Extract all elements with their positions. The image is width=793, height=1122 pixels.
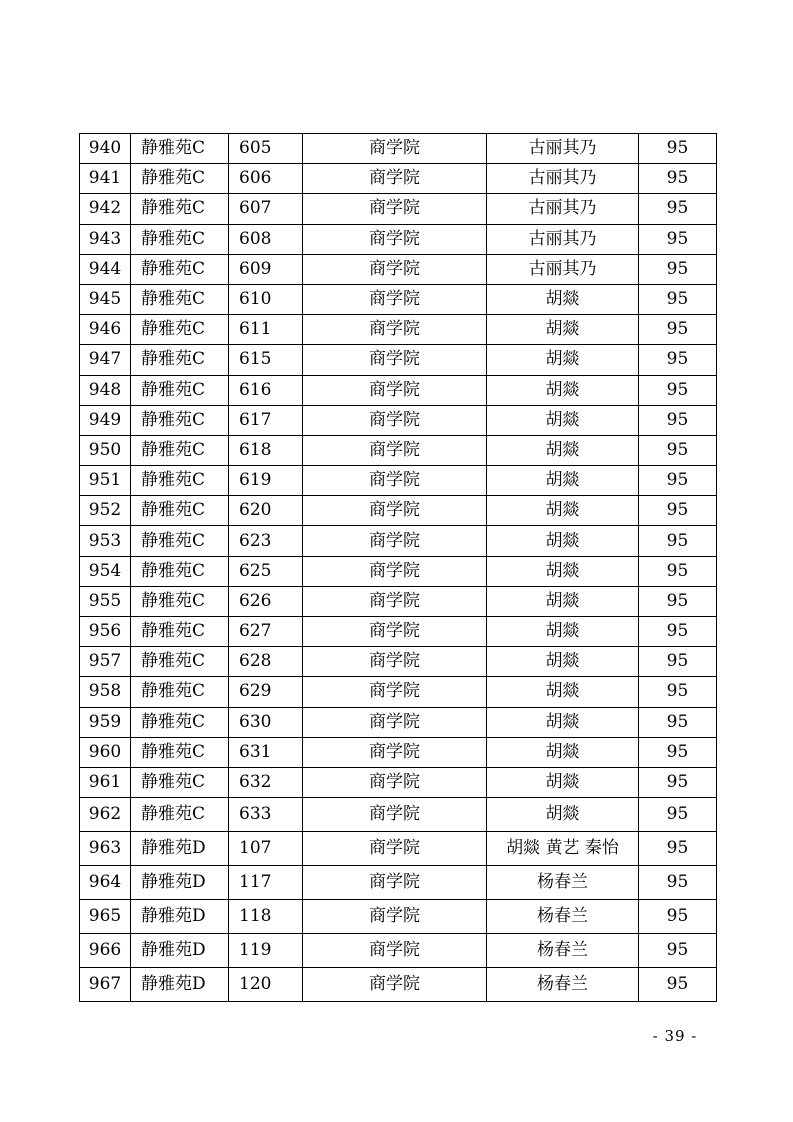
- cell-score: 95: [639, 134, 717, 164]
- cell-room: 632: [229, 767, 303, 797]
- cell-number: 944: [80, 254, 131, 284]
- cell-number: 955: [80, 586, 131, 616]
- cell-person: 胡燚: [487, 798, 639, 832]
- cell-person: 胡燚: [487, 315, 639, 345]
- cell-room: 118: [229, 900, 303, 934]
- cell-room: 610: [229, 284, 303, 314]
- cell-room: 617: [229, 405, 303, 435]
- cell-person: 胡燚: [487, 345, 639, 375]
- page-number: - 39 -: [652, 1027, 698, 1045]
- cell-score: 95: [639, 556, 717, 586]
- cell-college: 商学院: [303, 707, 487, 737]
- table-row: [80, 134, 717, 164]
- cell-building: 静雅苑C: [131, 224, 229, 254]
- cell-room: 607: [229, 194, 303, 224]
- cell-college: 商学院: [303, 586, 487, 616]
- cell-building: 静雅苑C: [131, 345, 229, 375]
- table-row: [80, 934, 717, 968]
- cell-college: 商学院: [303, 254, 487, 284]
- cell-college: 商学院: [303, 767, 487, 797]
- cell-college: 商学院: [303, 164, 487, 194]
- cell-building: 静雅苑C: [131, 677, 229, 707]
- cell-room: 625: [229, 556, 303, 586]
- cell-building: 静雅苑C: [131, 586, 229, 616]
- cell-number: 947: [80, 345, 131, 375]
- cell-college: 商学院: [303, 466, 487, 496]
- cell-score: 95: [639, 466, 717, 496]
- cell-score: 95: [639, 496, 717, 526]
- cell-college: 商学院: [303, 832, 487, 866]
- cell-building: 静雅苑D: [131, 832, 229, 866]
- cell-room: 628: [229, 647, 303, 677]
- cell-score: 95: [639, 315, 717, 345]
- cell-number: 951: [80, 466, 131, 496]
- table-row: [80, 707, 717, 737]
- cell-room: 605: [229, 134, 303, 164]
- cell-college: 商学院: [303, 647, 487, 677]
- cell-person: 古丽其乃: [487, 194, 639, 224]
- cell-number: 941: [80, 164, 131, 194]
- cell-number: 953: [80, 526, 131, 556]
- cell-person: 古丽其乃: [487, 224, 639, 254]
- cell-score: 95: [639, 375, 717, 405]
- cell-person: 杨春兰: [487, 900, 639, 934]
- cell-score: 95: [639, 798, 717, 832]
- cell-room: 609: [229, 254, 303, 284]
- table-row: [80, 284, 717, 314]
- cell-room: 629: [229, 677, 303, 707]
- table-row: [80, 832, 717, 866]
- cell-room: 623: [229, 526, 303, 556]
- cell-building: 静雅苑C: [131, 164, 229, 194]
- cell-person: 胡燚: [487, 707, 639, 737]
- table-row: [80, 254, 717, 284]
- cell-room: 627: [229, 617, 303, 647]
- cell-person: 古丽其乃: [487, 254, 639, 284]
- table-row: [80, 435, 717, 465]
- cell-room: 631: [229, 737, 303, 767]
- cell-college: 商学院: [303, 556, 487, 586]
- cell-number: 963: [80, 832, 131, 866]
- cell-room: 633: [229, 798, 303, 832]
- cell-building: 静雅苑C: [131, 526, 229, 556]
- cell-room: 630: [229, 707, 303, 737]
- cell-college: 商学院: [303, 737, 487, 767]
- cell-number: 960: [80, 737, 131, 767]
- table-row: [80, 737, 717, 767]
- cell-person: 胡燚: [487, 405, 639, 435]
- table-row: [80, 405, 717, 435]
- cell-score: 95: [639, 526, 717, 556]
- table-row: [80, 466, 717, 496]
- cell-building: 静雅苑C: [131, 405, 229, 435]
- cell-number: 965: [80, 900, 131, 934]
- cell-person: 胡燚: [487, 737, 639, 767]
- cell-college: 商学院: [303, 968, 487, 1002]
- cell-person: 胡燚: [487, 586, 639, 616]
- cell-person: 杨春兰: [487, 968, 639, 1002]
- table-row: [80, 164, 717, 194]
- cell-college: 商学院: [303, 284, 487, 314]
- cell-person: 古丽其乃: [487, 134, 639, 164]
- cell-building: 静雅苑C: [131, 556, 229, 586]
- cell-number: 964: [80, 866, 131, 900]
- cell-building: 静雅苑C: [131, 798, 229, 832]
- table-row: [80, 375, 717, 405]
- cell-number: 952: [80, 496, 131, 526]
- cell-number: 940: [80, 134, 131, 164]
- cell-person: 胡燚: [487, 677, 639, 707]
- cell-score: 95: [639, 224, 717, 254]
- cell-building: 静雅苑C: [131, 767, 229, 797]
- cell-number: 954: [80, 556, 131, 586]
- cell-score: 95: [639, 164, 717, 194]
- cell-score: 95: [639, 435, 717, 465]
- cell-number: 950: [80, 435, 131, 465]
- cell-person: 胡燚: [487, 284, 639, 314]
- cell-college: 商学院: [303, 677, 487, 707]
- cell-room: 626: [229, 586, 303, 616]
- cell-room: 619: [229, 466, 303, 496]
- cell-number: 967: [80, 968, 131, 1002]
- table-row: [80, 556, 717, 586]
- cell-college: 商学院: [303, 194, 487, 224]
- cell-number: 966: [80, 934, 131, 968]
- cell-building: 静雅苑D: [131, 866, 229, 900]
- cell-college: 商学院: [303, 315, 487, 345]
- cell-building: 静雅苑C: [131, 496, 229, 526]
- table-row: [80, 647, 717, 677]
- cell-room: 117: [229, 866, 303, 900]
- cell-building: 静雅苑C: [131, 707, 229, 737]
- cell-room: 608: [229, 224, 303, 254]
- cell-score: 95: [639, 284, 717, 314]
- cell-score: 95: [639, 254, 717, 284]
- cell-building: 静雅苑C: [131, 737, 229, 767]
- cell-number: 959: [80, 707, 131, 737]
- cell-number: 943: [80, 224, 131, 254]
- table-row: [80, 586, 717, 616]
- cell-college: 商学院: [303, 345, 487, 375]
- cell-person: 胡燚: [487, 496, 639, 526]
- cell-number: 958: [80, 677, 131, 707]
- cell-building: 静雅苑D: [131, 968, 229, 1002]
- cell-score: 95: [639, 345, 717, 375]
- table-row: [80, 900, 717, 934]
- cell-college: 商学院: [303, 900, 487, 934]
- cell-person: 胡燚: [487, 767, 639, 797]
- cell-score: 95: [639, 900, 717, 934]
- cell-room: 616: [229, 375, 303, 405]
- cell-building: 静雅苑C: [131, 647, 229, 677]
- cell-person: 胡燚: [487, 617, 639, 647]
- cell-building: 静雅苑C: [131, 254, 229, 284]
- cell-room: 119: [229, 934, 303, 968]
- cell-score: 95: [639, 707, 717, 737]
- cell-person: 胡燚: [487, 556, 639, 586]
- cell-number: 962: [80, 798, 131, 832]
- table-body: [80, 134, 717, 1002]
- table-row: [80, 496, 717, 526]
- cell-score: 95: [639, 586, 717, 616]
- cell-room: 611: [229, 315, 303, 345]
- cell-person: 杨春兰: [487, 866, 639, 900]
- cell-college: 商学院: [303, 617, 487, 647]
- cell-person: 胡燚: [487, 466, 639, 496]
- cell-college: 商学院: [303, 496, 487, 526]
- cell-college: 商学院: [303, 934, 487, 968]
- cell-score: 95: [639, 866, 717, 900]
- cell-building: 静雅苑C: [131, 194, 229, 224]
- table-row: [80, 968, 717, 1002]
- cell-college: 商学院: [303, 405, 487, 435]
- table-row: [80, 798, 717, 832]
- cell-number: 948: [80, 375, 131, 405]
- cell-score: 95: [639, 405, 717, 435]
- cell-score: 95: [639, 737, 717, 767]
- table-row: [80, 315, 717, 345]
- cell-college: 商学院: [303, 224, 487, 254]
- cell-building: 静雅苑C: [131, 315, 229, 345]
- cell-room: 620: [229, 496, 303, 526]
- cell-college: 商学院: [303, 798, 487, 832]
- table-row: [80, 345, 717, 375]
- cell-person: 胡燚: [487, 435, 639, 465]
- cell-number: 956: [80, 617, 131, 647]
- cell-room: 618: [229, 435, 303, 465]
- cell-score: 95: [639, 968, 717, 1002]
- table-row: [80, 767, 717, 797]
- cell-number: 946: [80, 315, 131, 345]
- cell-number: 945: [80, 284, 131, 314]
- cell-score: 95: [639, 677, 717, 707]
- table-row: [80, 224, 717, 254]
- cell-building: 静雅苑C: [131, 375, 229, 405]
- cell-building: 静雅苑C: [131, 284, 229, 314]
- cell-building: 静雅苑C: [131, 466, 229, 496]
- cell-person: 杨春兰: [487, 934, 639, 968]
- cell-room: 606: [229, 164, 303, 194]
- cell-building: 静雅苑C: [131, 435, 229, 465]
- table-row: [80, 526, 717, 556]
- table-row: [80, 617, 717, 647]
- cell-score: 95: [639, 832, 717, 866]
- cell-college: 商学院: [303, 435, 487, 465]
- cell-building: 静雅苑D: [131, 900, 229, 934]
- cell-person: 古丽其乃: [487, 164, 639, 194]
- cell-person: 胡燚 黄艺 秦怡: [487, 832, 639, 866]
- table-row: [80, 677, 717, 707]
- cell-score: 95: [639, 767, 717, 797]
- cell-room: 120: [229, 968, 303, 1002]
- cell-person: 胡燚: [487, 375, 639, 405]
- cell-college: 商学院: [303, 526, 487, 556]
- cell-score: 95: [639, 617, 717, 647]
- cell-building: 静雅苑D: [131, 934, 229, 968]
- cell-building: 静雅苑C: [131, 617, 229, 647]
- cell-number: 957: [80, 647, 131, 677]
- cell-score: 95: [639, 934, 717, 968]
- cell-college: 商学院: [303, 866, 487, 900]
- table-row: [80, 866, 717, 900]
- cell-person: 胡燚: [487, 647, 639, 677]
- cell-college: 商学院: [303, 134, 487, 164]
- cell-person: 胡燚: [487, 526, 639, 556]
- cell-score: 95: [639, 194, 717, 224]
- cell-building: 静雅苑C: [131, 134, 229, 164]
- cell-room: 107: [229, 832, 303, 866]
- table-row: [80, 194, 717, 224]
- cell-number: 961: [80, 767, 131, 797]
- cell-room: 615: [229, 345, 303, 375]
- cell-number: 949: [80, 405, 131, 435]
- cell-college: 商学院: [303, 375, 487, 405]
- cell-score: 95: [639, 647, 717, 677]
- inspection-table: [79, 133, 717, 1002]
- cell-number: 942: [80, 194, 131, 224]
